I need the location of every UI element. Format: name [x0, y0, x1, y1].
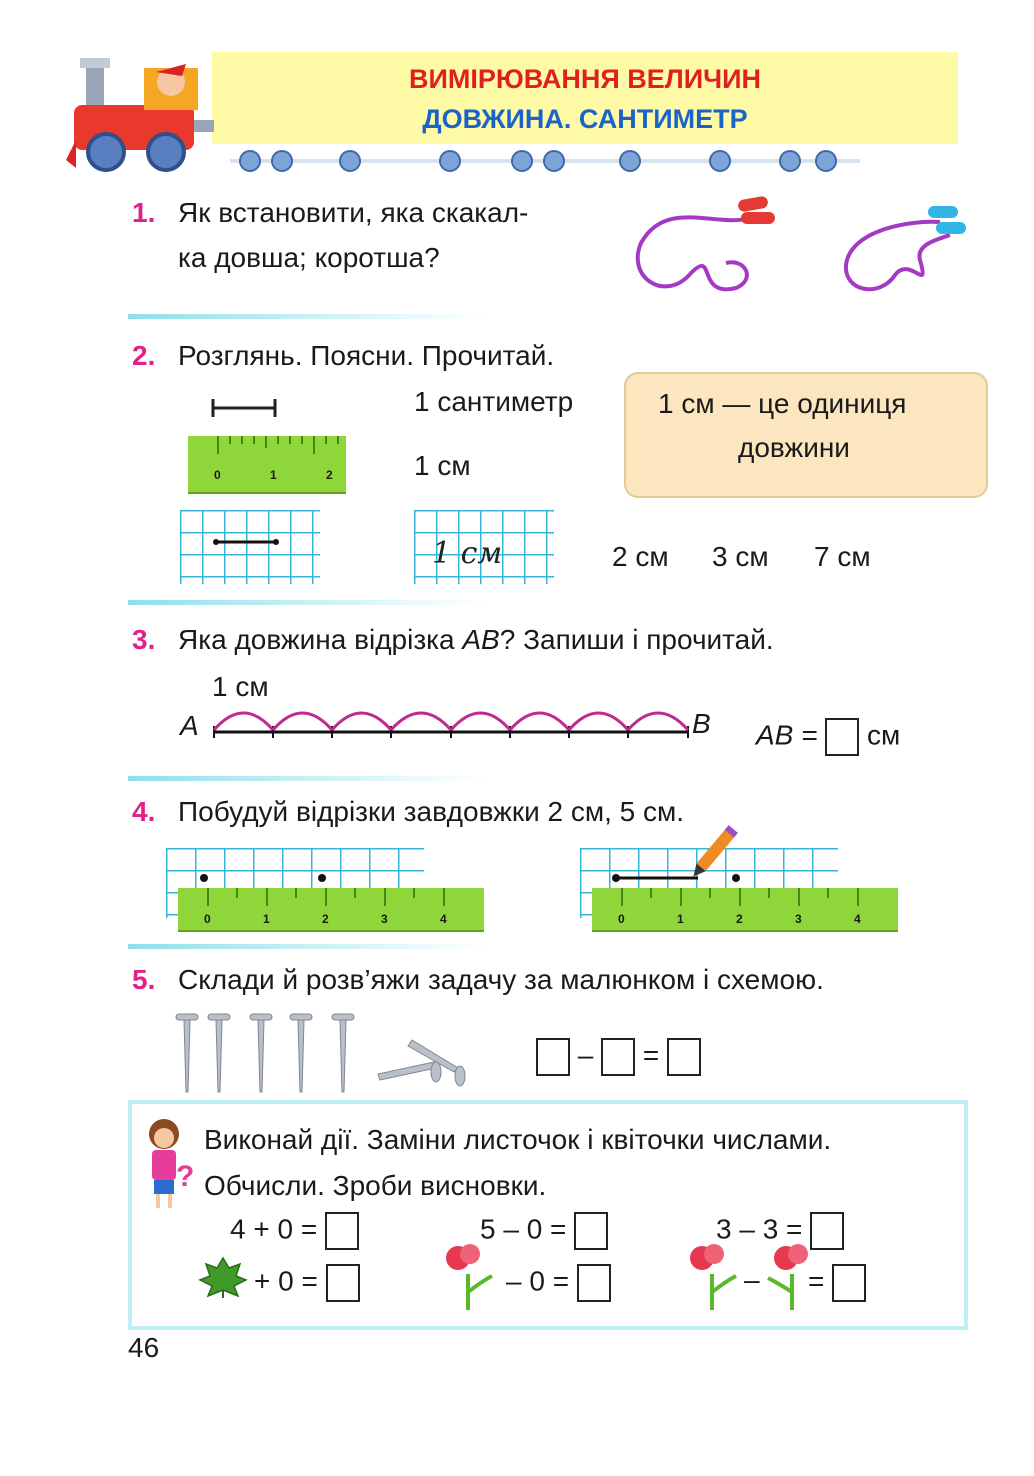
scheme-equals: = [642, 1039, 660, 1071]
ab-eq-left: AB = [756, 719, 818, 751]
eq-5-text: – 0 = [506, 1265, 570, 1297]
task-3-unit-label: 1 см [212, 671, 269, 702]
point-a-label: A [180, 710, 199, 741]
grid-handwritten [414, 510, 554, 584]
separator-1 [128, 314, 488, 319]
ab-equation [756, 718, 900, 756]
flower-icon [440, 1240, 496, 1312]
ruler-task4-left [178, 888, 484, 932]
exercise-line-2: Обчисли. Зроби висновки. [204, 1170, 547, 1201]
eq-6-box[interactable] [832, 1264, 866, 1302]
ruler-left-tick-0: 0 [204, 912, 211, 926]
ruler-right-tick-3: 3 [795, 912, 802, 926]
ruler-left-tick-1: 1 [263, 912, 270, 926]
eq-2-text: 5 – 0 = [480, 1213, 567, 1245]
eq-4 [254, 1264, 360, 1302]
separator-3 [128, 776, 488, 781]
lesson-title: ДОВЖИНА. САНТИМЕТР [422, 104, 748, 134]
header-banner [212, 52, 958, 144]
nails-illustration [172, 1010, 482, 1096]
answer-box-ab[interactable] [825, 718, 859, 756]
task-1-line-1: Як встановити, яка скакал- [178, 197, 529, 228]
task-2-text: Розглянь. Поясни. Прочитай. [178, 340, 555, 371]
eq-3-text: 3 – 3 = [716, 1213, 803, 1245]
separator-2 [128, 600, 488, 605]
point-b-label: B [692, 708, 711, 739]
scheme-minus: – [577, 1039, 594, 1071]
exercise-line-1: Виконай дії. Заміни листочок і квіточки числами. [204, 1124, 832, 1155]
leaf-icon [198, 1256, 248, 1298]
task-3-var-ab: AB [462, 624, 500, 655]
train-illustration [66, 40, 226, 175]
rail-decoration [230, 146, 860, 176]
eq-1 [230, 1212, 359, 1250]
task-1-line-2: ка довша; коротша? [178, 242, 440, 273]
ruler-tick-1: 1 [270, 468, 277, 482]
eq-6-eq: = [808, 1265, 825, 1297]
page-number: 46 [128, 1332, 160, 1363]
handwritten-1sm: 1 см [432, 536, 503, 571]
ruler-left-tick-4: 4 [440, 912, 447, 926]
eq-1-box[interactable] [325, 1212, 359, 1250]
task-3-text-before: Яка довжина відрізка [178, 624, 463, 655]
eq-6 [808, 1264, 866, 1302]
scheme-box-1[interactable] [536, 1038, 570, 1076]
eq-5-box[interactable] [577, 1264, 611, 1302]
ruler-right-tick-4: 4 [854, 912, 861, 926]
scheme-box-3[interactable] [667, 1038, 701, 1076]
ruler-left-tick-3: 3 [381, 912, 388, 926]
label-1-sm: 1 см [414, 450, 471, 481]
eq-4-box[interactable] [326, 1264, 360, 1302]
flower-icon [684, 1240, 740, 1312]
ruler-tick-2: 2 [326, 468, 333, 482]
ruler-right-tick-0: 0 [618, 912, 625, 926]
ruler-right-tick-2: 2 [736, 912, 743, 926]
long-jump-rope-icon [626, 188, 776, 318]
ruler-tick-0: 0 [214, 468, 221, 482]
task-5-number: 5. [132, 964, 156, 995]
example-7sm: 7 см [814, 541, 871, 572]
eq-1-text: 4 + 0 = [230, 1213, 318, 1245]
example-2sm: 2 см [612, 541, 669, 572]
task-5-text: Склади й розв’яжи задачу за малюнком і схемою. [178, 964, 824, 995]
separator-4 [128, 944, 488, 949]
task-4-number: 4. [132, 796, 156, 827]
ruler-right-tick-1: 1 [677, 912, 684, 926]
segment-ab [208, 700, 694, 746]
ab-eq-unit: см [867, 719, 901, 751]
task-3-number: 3. [132, 624, 156, 655]
task-3-text-after: ? Запиши і прочитай. [499, 624, 774, 655]
eq-5 [506, 1264, 611, 1302]
task-3-text [178, 624, 774, 656]
dots-task4-left [166, 848, 486, 892]
definition-line-2: довжини [738, 432, 850, 463]
task-4-text: Побудуй відрізки завдовжки 2 см, 5 см. [178, 796, 685, 827]
eq-4-text: + 0 = [254, 1265, 318, 1297]
grid-segment-1cm [180, 510, 320, 584]
ruler-task4-right [592, 888, 898, 932]
pencil-icon [689, 825, 738, 880]
task-5-scheme [536, 1038, 701, 1076]
label-1-santymetr: 1 сантиметр [414, 386, 574, 417]
eq-2-box[interactable] [574, 1212, 608, 1250]
task-1-number: 1. [132, 197, 156, 228]
definition-line-1: 1 см — це одиниця [658, 388, 907, 419]
example-3sm: 3 см [712, 541, 769, 572]
scheme-box-2[interactable] [601, 1038, 635, 1076]
short-jump-rope-icon [840, 200, 970, 300]
svg-text:?: ? [176, 1160, 195, 1193]
task-2-number: 2. [132, 340, 156, 371]
ruler-left-tick-2: 2 [322, 912, 329, 926]
ruler-small [188, 436, 346, 494]
girl-question-icon [140, 1116, 196, 1212]
drawing-segment-task4-right [580, 822, 900, 892]
definition-scroll [624, 372, 988, 498]
one-cm-segment [210, 396, 280, 420]
eq-2 [480, 1212, 608, 1250]
chapter-title: ВИМІРЮВАННЯ ВЕЛИЧИН [408, 64, 762, 94]
eq-6-minus: – [744, 1264, 760, 1295]
